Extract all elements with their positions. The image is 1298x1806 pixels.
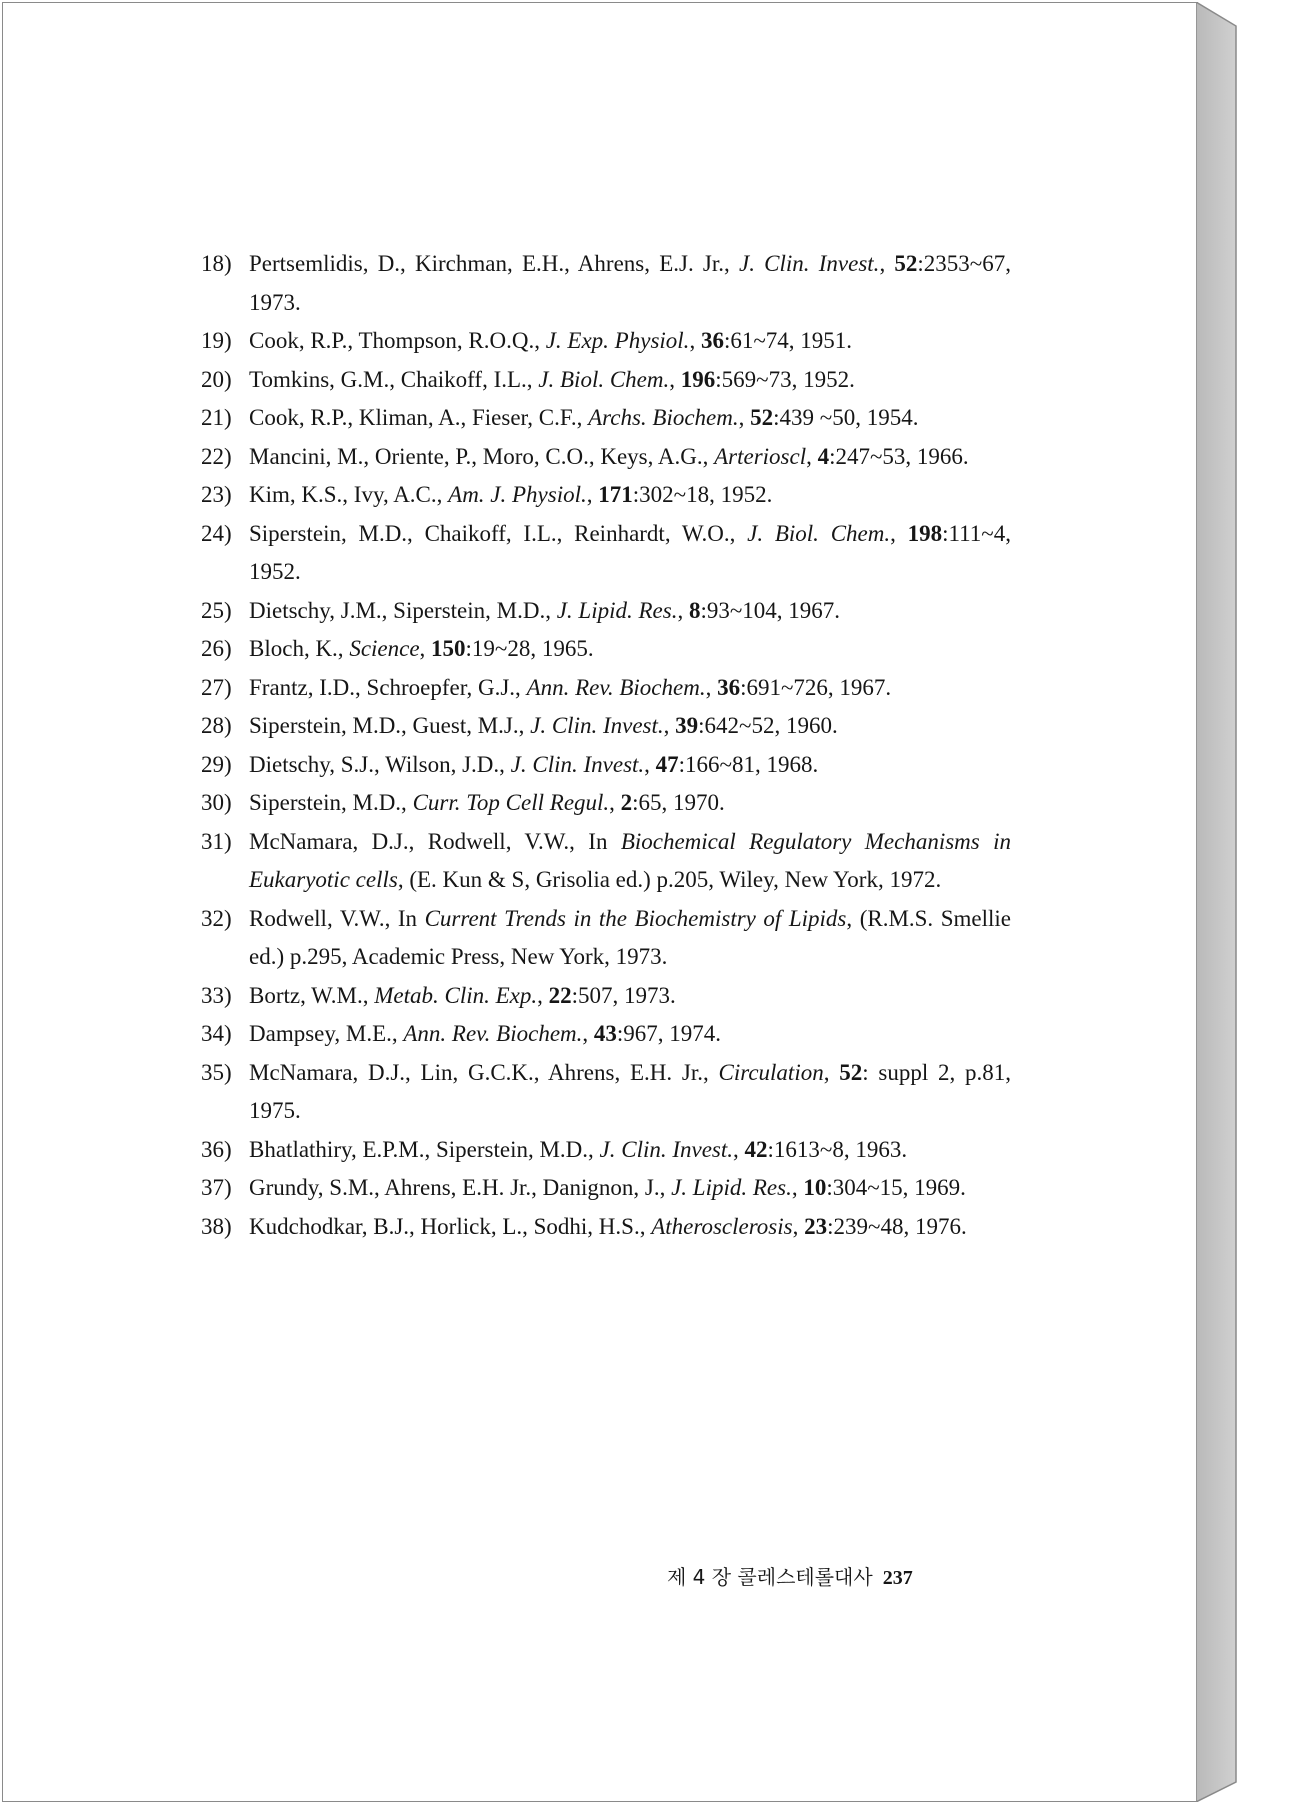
reference-number: 21)	[201, 405, 232, 430]
reference-volume: 42	[744, 1136, 768, 1162]
reference-number: 26)	[201, 636, 232, 661]
reference-text	[249, 367, 855, 392]
reference-volume: 43	[593, 1021, 617, 1046]
reference-entry	[201, 630, 1011, 669]
reference-segment: :65, 1970.	[632, 790, 725, 815]
reference-volume: 4	[817, 443, 830, 469]
reference-entry	[201, 592, 1011, 631]
reference-text	[249, 1175, 966, 1200]
reference-segment: ,	[738, 405, 751, 430]
reference-number: 22)	[201, 443, 232, 469]
reference-entry	[201, 245, 1011, 322]
reference-segment: ,	[586, 482, 599, 507]
reference-segment: :19~28, 1965.	[465, 636, 594, 661]
reference-volume: 47	[655, 751, 679, 777]
reference-segment: Pertsemlidis, D., Kirchman, E.H., Ahrens, E.J. Jr.,	[249, 251, 739, 276]
reference-volume: 171	[598, 482, 633, 507]
reference-text	[249, 598, 840, 623]
reference-segment: :507, 1973.	[571, 982, 676, 1008]
reference-entry	[201, 1208, 1011, 1247]
reference-number: 31)	[201, 828, 232, 854]
reference-segment: Siperstein, M.D., Guest, M.J.,	[249, 713, 531, 738]
reference-source: J. Clin. Invest.	[510, 751, 645, 777]
reference-entry	[201, 322, 1011, 361]
reference-source: Ann. Rev. Biochem.	[403, 1021, 583, 1046]
reference-segment: ,	[689, 328, 701, 353]
reference-list	[201, 245, 1011, 1246]
reference-segment: ,	[669, 366, 681, 392]
reference-number: 23)	[201, 482, 232, 507]
reference-number: 38)	[201, 1213, 232, 1239]
reference-segment: :1613~8, 1963.	[767, 1136, 908, 1162]
reference-segment: :111~4, 1952.	[249, 520, 1012, 584]
reference-segment: Kudchodkar, B.J., Horlick, L., Sodhi, H.S.,	[249, 1213, 652, 1239]
reference-source: J. Biol. Chem.	[747, 520, 891, 546]
reference-segment: ,	[609, 790, 621, 815]
reference-segment: ,	[419, 636, 432, 661]
reference-source: J. Clin. Invest.	[599, 1136, 734, 1162]
reference-source: Curr. Top Cell Regul.	[412, 790, 610, 815]
reference-segment: ,	[733, 1136, 745, 1162]
reference-segment: :967, 1974.	[616, 1021, 722, 1046]
reference-text	[249, 405, 918, 430]
reference-entry	[201, 1131, 1011, 1170]
reference-number: 25)	[201, 597, 232, 623]
reference-volume: 36	[717, 674, 741, 700]
reference-number: 35)	[201, 1059, 232, 1085]
reference-segment: :61~74, 1951.	[723, 328, 853, 353]
reference-number: 28)	[201, 713, 232, 738]
reference-number: 29)	[201, 751, 232, 777]
reference-source: J. Lipid. Res.	[556, 597, 678, 623]
reference-text	[249, 713, 838, 738]
reference-source: J. Clin. Invest.	[530, 713, 664, 738]
reference-text	[249, 1214, 967, 1239]
reference-number: 19)	[201, 328, 232, 353]
reference-volume: 2	[620, 790, 633, 815]
reference-entry	[201, 1054, 1011, 1131]
reference-segment: ,	[644, 751, 656, 777]
reference-segment: :93~104, 1967.	[700, 597, 841, 623]
reference-entry	[201, 669, 1011, 708]
reference-volume: 196	[680, 366, 716, 392]
reference-entry	[201, 784, 1011, 823]
reference-segment: Frantz, I.D., Schroepfer, G.J.,	[249, 674, 527, 700]
reference-number: 32)	[201, 905, 232, 931]
reference-text	[249, 482, 772, 507]
reference-entry	[201, 515, 1011, 592]
reference-volume: 198	[907, 520, 943, 546]
reference-source: J. Biol. Chem.	[538, 366, 670, 392]
reference-text	[249, 444, 969, 469]
reference-entry	[201, 707, 1011, 746]
reference-volume: 52	[750, 405, 774, 430]
reference-entry	[201, 399, 1011, 438]
reference-segment: :569~73, 1952.	[715, 366, 855, 392]
reference-segment: Siperstein, M.D., Chaikoff, I.L., Reinhardt, W.O.,	[249, 520, 748, 546]
reference-segment: :166~81, 1968.	[678, 751, 819, 777]
reference-number: 36)	[201, 1136, 232, 1162]
reference-source: Science	[349, 636, 420, 661]
chapter-title: 제 4 장 콜레스테롤대사	[667, 1565, 873, 1589]
reference-text	[249, 790, 725, 815]
reference-segment: ,	[806, 443, 818, 469]
reference-entry	[201, 438, 1011, 477]
reference-segment: ,	[677, 597, 689, 623]
document-page	[2, 2, 1198, 1802]
reference-source: Biochemical Regulatory Mechanisms in Eukaryotic cells	[249, 828, 1011, 892]
reference-number: 34)	[201, 1021, 232, 1046]
reference-segment: ,	[890, 520, 908, 546]
reference-volume: 8	[688, 597, 701, 623]
reference-text	[249, 251, 1011, 315]
reference-text	[249, 1060, 1011, 1124]
reference-segment: ,	[537, 982, 549, 1008]
reference-segment: Rodwell, V.W., In	[249, 905, 425, 931]
reference-segment: , (E. Kun & S, Grisolia ed.) p.205, Wiley, New York, 1972.	[397, 867, 942, 892]
reference-segment: :247~53, 1966.	[829, 443, 969, 469]
reference-source: J. Lipid. Res.	[671, 1175, 792, 1200]
reference-entry	[201, 823, 1011, 900]
reference-source: Arterioscl	[714, 443, 807, 469]
reference-number: 24)	[201, 520, 232, 546]
reference-number: 30)	[201, 790, 232, 815]
reference-text	[249, 752, 818, 777]
reference-segment: Mancini, M., Oriente, P., Moro, C.O., Keys, A.G.,	[249, 443, 715, 469]
reference-text	[249, 829, 1011, 893]
reference-source: Am. J. Physiol.	[448, 482, 587, 507]
reference-segment: Grundy, S.M., Ahrens, E.H. Jr., Danignon, J.,	[249, 1175, 672, 1200]
reference-segment: ,	[582, 1021, 594, 1046]
page-number: 237	[882, 1567, 913, 1589]
reference-segment: : suppl 2, p.81, 1975.	[249, 1059, 1011, 1123]
reference-source: J. Clin. Invest.	[739, 251, 880, 276]
reference-volume: 22	[548, 982, 572, 1008]
reference-segment: ,	[823, 1059, 840, 1085]
reference-volume: 10	[803, 1175, 827, 1200]
reference-text	[249, 636, 594, 661]
reference-segment: :304~15, 1969.	[826, 1175, 966, 1200]
reference-number: 20)	[201, 366, 232, 392]
reference-segment: ,	[791, 1175, 804, 1200]
reference-volume: 39	[675, 713, 699, 738]
reference-text	[249, 1137, 907, 1162]
reference-source: Ann. Rev. Biochem.	[526, 674, 706, 700]
reference-entry	[201, 977, 1011, 1016]
reference-segment: :302~18, 1952.	[632, 482, 773, 507]
reference-number: 37)	[201, 1175, 232, 1200]
reference-source: Atherosclerosis	[651, 1213, 793, 1239]
reference-segment: Kim, K.S., Ivy, A.C.,	[249, 482, 449, 507]
reference-segment: Siperstein, M.D.,	[249, 790, 413, 815]
reference-text	[249, 1021, 721, 1046]
reference-segment: :642~52, 1960.	[698, 713, 838, 738]
reference-segment: ,	[879, 251, 895, 276]
reference-segment: :239~48, 1976.	[827, 1213, 967, 1239]
reference-segment: ,	[792, 1213, 805, 1239]
reference-segment: :691~726, 1967.	[740, 674, 892, 700]
reference-entry	[201, 746, 1011, 785]
reference-number: 33)	[201, 982, 232, 1008]
reference-source: Archs. Biochem.	[588, 405, 739, 430]
reference-segment: Cook, R.P., Thompson, R.O.Q.,	[249, 328, 546, 353]
reference-volume: 52	[839, 1059, 863, 1085]
reference-text	[249, 521, 1011, 585]
reference-entry	[201, 361, 1011, 400]
reference-volume: 150	[431, 636, 466, 661]
reference-number: 18)	[201, 251, 232, 276]
reference-segment: ,	[705, 674, 718, 700]
reference-segment: ,	[663, 713, 676, 738]
reference-text	[249, 328, 852, 353]
reference-segment: Dietschy, S.J., Wilson, J.D.,	[249, 751, 511, 777]
reference-source: J. Exp. Physiol.	[545, 328, 690, 353]
reference-segment: Bhatlathiry, E.P.M., Siperstein, M.D.,	[249, 1136, 600, 1162]
reference-segment: :439 ~50, 1954.	[773, 405, 919, 430]
reference-source: Circulation	[718, 1059, 824, 1085]
reference-volume: 52	[894, 251, 918, 276]
reference-segment: :2353~67, 1973.	[249, 251, 1011, 315]
reference-segment: Dampsey, M.E.,	[249, 1021, 404, 1046]
reference-segment: , (R.M.S. Smellie ed.) p.295, Academic Press, New York, 1973.	[249, 905, 1011, 969]
reference-volume: 23	[804, 1213, 828, 1239]
reference-text	[249, 983, 676, 1008]
reference-segment: McNamara, D.J., Rodwell, V.W., In	[249, 828, 621, 854]
reference-text	[249, 906, 1011, 970]
reference-entry	[201, 476, 1011, 515]
reference-entry	[201, 1015, 1011, 1054]
reference-segment: Bloch, K.,	[249, 636, 350, 661]
page-footer	[667, 1561, 987, 1590]
reference-segment: Dietschy, J.M., Siperstein, M.D.,	[249, 597, 557, 623]
reference-segment: Tomkins, G.M., Chaikoff, I.L.,	[249, 366, 539, 392]
reference-source: Metab. Clin. Exp.	[374, 982, 538, 1008]
reference-volume: 36	[700, 328, 724, 353]
reference-entry	[201, 900, 1011, 977]
page-edge-shadow	[1196, 2, 1244, 1802]
reference-number: 27)	[201, 674, 232, 700]
reference-segment: Bortz, W.M.,	[249, 982, 375, 1008]
reference-source: Current Trends in the Biochemistry of Lipids	[424, 905, 847, 931]
reference-segment: McNamara, D.J., Lin, G.C.K., Ahrens, E.H. Jr.,	[249, 1059, 719, 1085]
reference-entry	[201, 1169, 1011, 1208]
reference-segment: Cook, R.P., Kliman, A., Fieser, C.F.,	[249, 405, 589, 430]
reference-text	[249, 675, 891, 700]
